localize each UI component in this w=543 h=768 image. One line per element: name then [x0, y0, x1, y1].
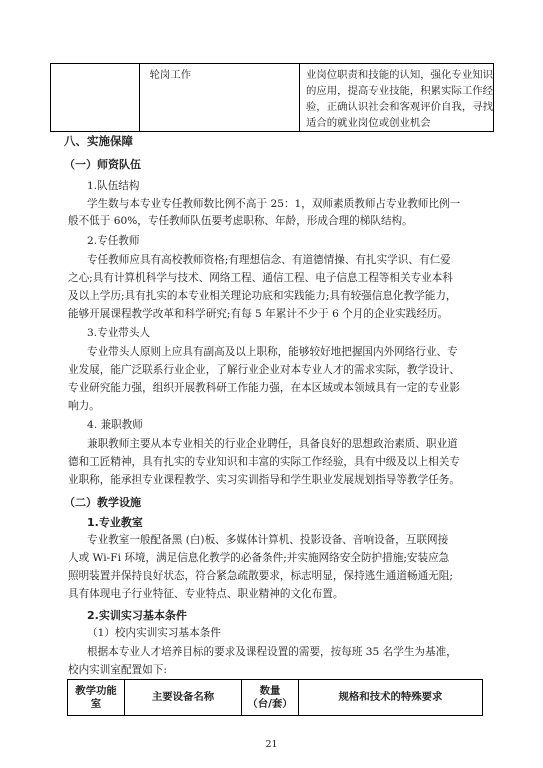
table-cell-name — [139, 64, 299, 132]
cell-desc-line: 的应用，提高专业技能，积累实际工作经 — [305, 85, 493, 97]
subsection-title: （二）教学设施 — [64, 496, 141, 509]
paragraph-line: 专任教师应具有高校教师资格;有理想信念、有道德情操、有扎实学识、有仁爱 — [87, 254, 451, 266]
header-cell-quantity — [242, 680, 299, 716]
lab-config-table — [67, 679, 483, 716]
paragraph-line: 学生数与本专业专任教师数比例不高于 25：1，双师素质教师占专业教师比例一 — [87, 198, 461, 210]
item-heading: 1.专业教室 — [87, 516, 143, 529]
paragraph-line: 照明装置并保持良好状态，符合紧急疏散要求，标志明显，保持逃生通道畅通无阻; — [68, 570, 453, 582]
paragraph-line: 业发展，能广泛联系行业企业，了解行业企业对本专业人才的需求实际，教学设计、 — [68, 364, 460, 376]
sub-item-heading: （1）校内实训实习基本条件 — [87, 627, 221, 639]
header-room-line1: 教学功能 — [75, 684, 117, 697]
paragraph-line: 专业带头人原则上应具有副高及以上职称，能够较好地把握国内外网络行业、专 — [87, 346, 458, 358]
cell-desc-line: 适合的就业岗位或创业机会 — [305, 117, 431, 129]
paragraph-line: 及以上学历;具有扎实的本专业相关理论功底和实践能力;具有较强信息化教学能力， — [68, 290, 457, 302]
table-row — [51, 64, 494, 132]
header-room-line2: 室 — [90, 697, 102, 710]
paragraph-line: 兼职教师主要从本专业相关的行业企业聘任，具备良好的思想政治素质、职业道 — [87, 438, 458, 450]
continuation-table — [50, 63, 494, 132]
subsection-title: （一）师资队伍 — [64, 158, 141, 171]
paragraph-line: 德和工匠精神，具有扎实的专业知识和丰富的实际工作经验，具有中级及以上相关专 — [68, 456, 460, 468]
header-spec-text: 规格和技术的特殊要求 — [338, 691, 443, 703]
table-cell-empty — [51, 64, 140, 132]
cell-desc-line: 验，正确认识社会和客观评价自我，寻找 — [305, 101, 493, 113]
item-heading: 2.实训实习基本条件 — [87, 609, 187, 622]
header-cell-spec — [299, 680, 483, 716]
table-cell-desc — [299, 64, 493, 132]
header-equipment-text: 主要设备名称 — [151, 691, 215, 703]
header-quantity-line2: （台/套） — [247, 697, 293, 710]
table-header-row — [68, 680, 483, 716]
paragraph-line: 之心;具有计算机科学与技术、网络工程、通信工程、电子信息工程等相关专业本科 — [68, 272, 453, 284]
paragraph-line: 专业研究能力强，组织开展教科研工作能力强，在本区域或本领域具有一定的专业影 — [68, 382, 460, 394]
cell-name-text: 轮岗工作 — [149, 69, 192, 81]
paragraph-line: 人或 Wi-Fi 环境，满足信息化教学的必备条件;并实施网络安全防护措施;安装应急 — [68, 552, 450, 564]
paragraph-line: 根据本专业人才培养目标的要求及课程设置的需要，按每班 35 名学生为基准， — [87, 646, 457, 658]
header-quantity-line1: 数量 — [259, 684, 281, 697]
header-cell-equipment — [125, 680, 242, 716]
item-heading: 4. 兼职教师 — [87, 419, 143, 431]
item-heading: 3.专业带头人 — [87, 327, 151, 339]
paragraph-line: 校内实训室配置如下: — [68, 664, 167, 676]
item-heading: 1.队伍结构 — [87, 180, 140, 192]
paragraph-line: 业职称，能承担专业课程教学、实习实训指导和学生职业发展规划指导等教学任务。 — [68, 474, 460, 486]
header-cell-room — [68, 680, 125, 716]
paragraph-line: 具有体现电子行业特征、专业特点、职业精神的文化布置。 — [68, 588, 344, 600]
paragraph-line: 专业教室一般配备黑 (白)板、多媒体计算机、投影设备、音响设备，互联网接 — [87, 534, 449, 546]
paragraph-line: 能够开展课程教学改革和科学研究;有每 5 年累计不少于 6 个月的企业实践经历。 — [68, 308, 449, 320]
paragraph-line: 般不低于 60%，专任教师队伍要考虑职称、年龄，形成合理的梯队结构。 — [68, 215, 413, 227]
item-heading: 2.专任教师 — [87, 235, 140, 247]
cell-desc-line: 业岗位职责和技能的认知，强化专业知识 — [305, 69, 493, 81]
page-number: 21 — [265, 739, 278, 750]
paragraph-line: 响力。 — [68, 400, 100, 412]
section-title: 八、实施保障 — [64, 134, 133, 148]
